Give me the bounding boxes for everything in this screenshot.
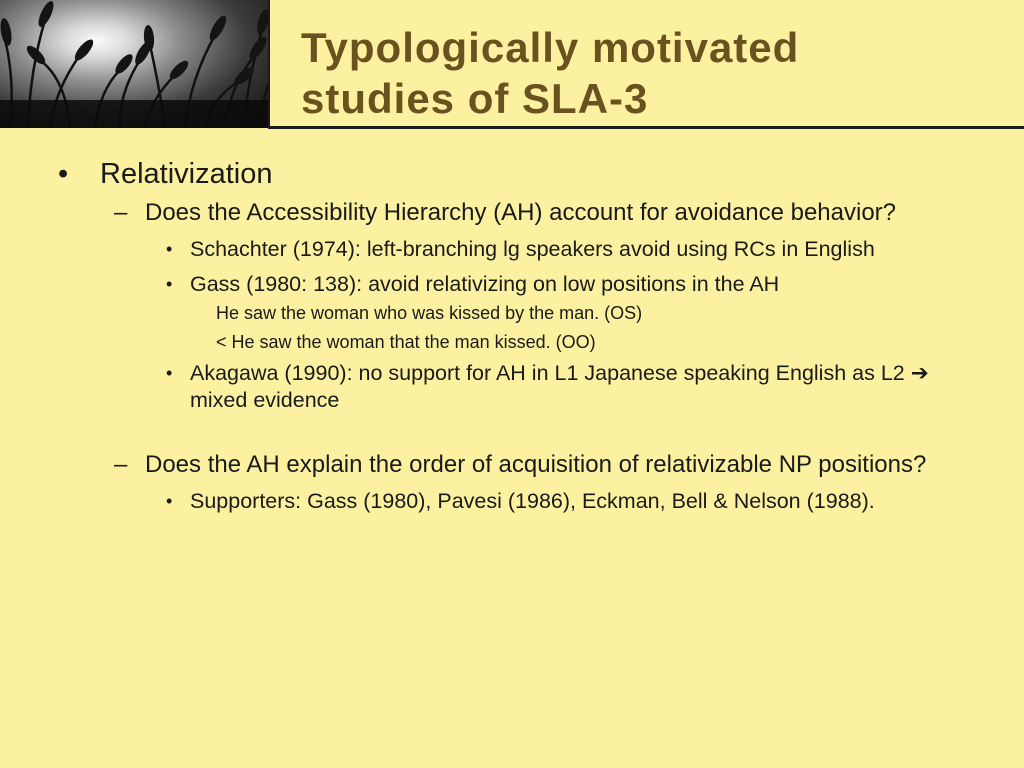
subbullet-question-2 — [58, 450, 958, 480]
point-text: Gass (1980: 138): avoid relativizing on low positions in the AH — [190, 272, 780, 296]
point-supporters — [58, 488, 958, 515]
bullet-text: Relativization — [100, 158, 273, 190]
bullet-relativization — [58, 157, 958, 192]
point-text: Supporters: Gass (1980), Pavesi (1986), Eckman, Bell & Nelson (1988). — [190, 489, 875, 513]
title-divider-horizontal — [270, 126, 1024, 129]
slide-body — [58, 157, 958, 523]
bullet-dot: • — [166, 363, 173, 383]
bullet-dash: – — [114, 199, 128, 226]
bullet-dot: • — [166, 239, 173, 259]
example-sentence-os — [58, 302, 958, 325]
point-text: Schachter (1974): left-branching lg speakers avoid using RCs in English — [190, 237, 875, 261]
slide-title — [301, 22, 799, 124]
subbullet-text: Does the AH explain the order of acquisition of relativizable NP positions? — [145, 451, 927, 478]
wheat-silhouette-icon — [0, 0, 270, 128]
bullet-dash: – — [114, 451, 128, 478]
bullet-dot: • — [166, 274, 173, 294]
title-divider-vertical — [268, 0, 270, 129]
point-akagawa — [58, 360, 958, 414]
slide-title-line-1: Typologically motivated — [301, 24, 800, 71]
slide-title-line-2: studies of SLA-3 — [301, 75, 649, 122]
subbullet-question-1 — [58, 198, 958, 228]
example-text: < He saw the woman that the man kissed. (OO) — [216, 332, 596, 352]
bullet-dot: • — [166, 491, 173, 511]
spacer — [58, 422, 958, 450]
wheat-field-photo — [0, 0, 270, 128]
example-sentence-oo — [58, 331, 958, 354]
example-text: He saw the woman who was kissed by the man. (OS) — [216, 303, 643, 323]
subbullet-text: Does the Accessibility Hierarchy (AH) account for avoidance behavior? — [145, 199, 897, 226]
point-gass — [58, 271, 958, 298]
point-text: Akagawa (1990): no support for AH in L1 Japanese speaking English as L2 ➔ mixed evidence — [190, 361, 929, 412]
bullet-dot: • — [58, 158, 69, 190]
point-schachter — [58, 236, 958, 263]
